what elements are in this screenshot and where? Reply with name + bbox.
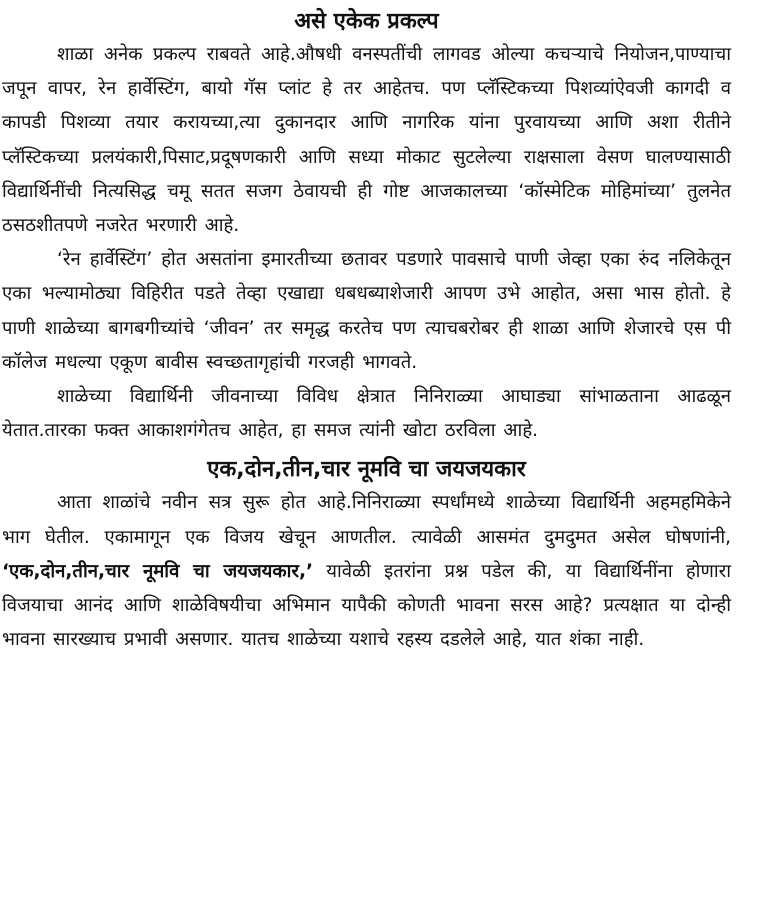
- section-heading-projects: असे एकेक प्रकल्प: [294, 9, 439, 34]
- slogan-text: ‘एक,दोन,तीन,चार नूमवि चा जयजयकार,’: [2, 560, 314, 582]
- paragraph-rain-harvesting: ‘रेन हार्वेस्टिंग’ होत असतांना इमारतीच्या छतावर पडणारे पावसाचे पाणी जेव्हा एका रुंद नलिकेतून एका भल्यामोठ्या विहिरीत पडते तेव्हा एखाद्या धबधब्याशेजारी आपण उभे आहोत, असा भास होतो. हे पाणी शाळेच्या बागबगीच्यांचे ‘जीवन’ तर समृद्ध करतेच पण त्याचबरोबर ही शाळा आणि शेजारचे एस पी कॉलेज मधल्या एकूण बावीस स्वच्छतागृहांची गरजही भागवते.: [2, 249, 731, 373]
- section-heading-slogan: एक,दोन,तीन,चार नूमवि चा जयजयकार: [207, 457, 526, 483]
- paragraph-students-achievements: शाळेच्या विद्यार्थिनी जीवनाच्या विविध क्षेत्रात निनिराळ्या आघाड्या सांभाळताना आढळून येतात.तारका फक्त आकाशगंगेतच आहेत, हा समज त्यांनी खोटा ठरविला आहे.: [2, 386, 731, 442]
- paragraph-new-session-end: यावेळी इतरांना प्रश्न पडेल की, या विद्यार्थिनींना होणारा विजयाचा आनंद आणि शाळेविषयीचा अभिमान यापैकी कोणती भावना सरस आहे? प्रत्यक्षात या दोन्ही भावना सारख्याच प्रभावी असणार. यातच शाळेच्या यशाचे रहस्य दडलेले आहे, यात शंका नाही.: [2, 560, 731, 651]
- paragraph-new-session-start: आता शाळांचे नवीन सत्र सुरू होत आहे.निनिराळ्या स्पर्धांमध्ये शाळेच्या विद्यार्थिनी अहमहमिकेने भाग घेतील. एकामागून एक विजय खेचून आणतील. त्यावेळी आसमंत दुमदुमत असेल घोषणांनी,: [2, 492, 731, 548]
- paragraph-projects: शाळा अनेक प्रकल्प राबवते आहे.औषधी वनस्पतींची लागवड ओल्या कचऱ्याचे नियोजन,पाण्याचा जपून वापर, रेन हार्वेस्टिंग, बायो गॅस प्लांट हे तर आहेतच. पण प्लॅस्टिकच्या पिशव्यांऐवजी कागदी व कापडी पिशव्या तयार करायच्या,त्या दुकानदार आणि नागरिक यांना पुरवायच्या आणि अशा रीतीने प्लॅस्टिकच्या प्रलयंकारी,पिसाट,प्रदूषणकारी आणि सध्या मोकाट सुटलेल्या राक्षसाला वेसण घालण्यासाठी विद्यार्थिनींची नित्यसिद्ध चमू सतत सजग ठेवायची ही गोष्ट आजकालच्या ‘कॉस्मेटिक मोहिमांच्या’ तुलनेत ठसठशीतपणे नजरेत भरणारी आहे.: [2, 44, 731, 237]
- paragraph-new-session: [2, 486, 731, 657]
